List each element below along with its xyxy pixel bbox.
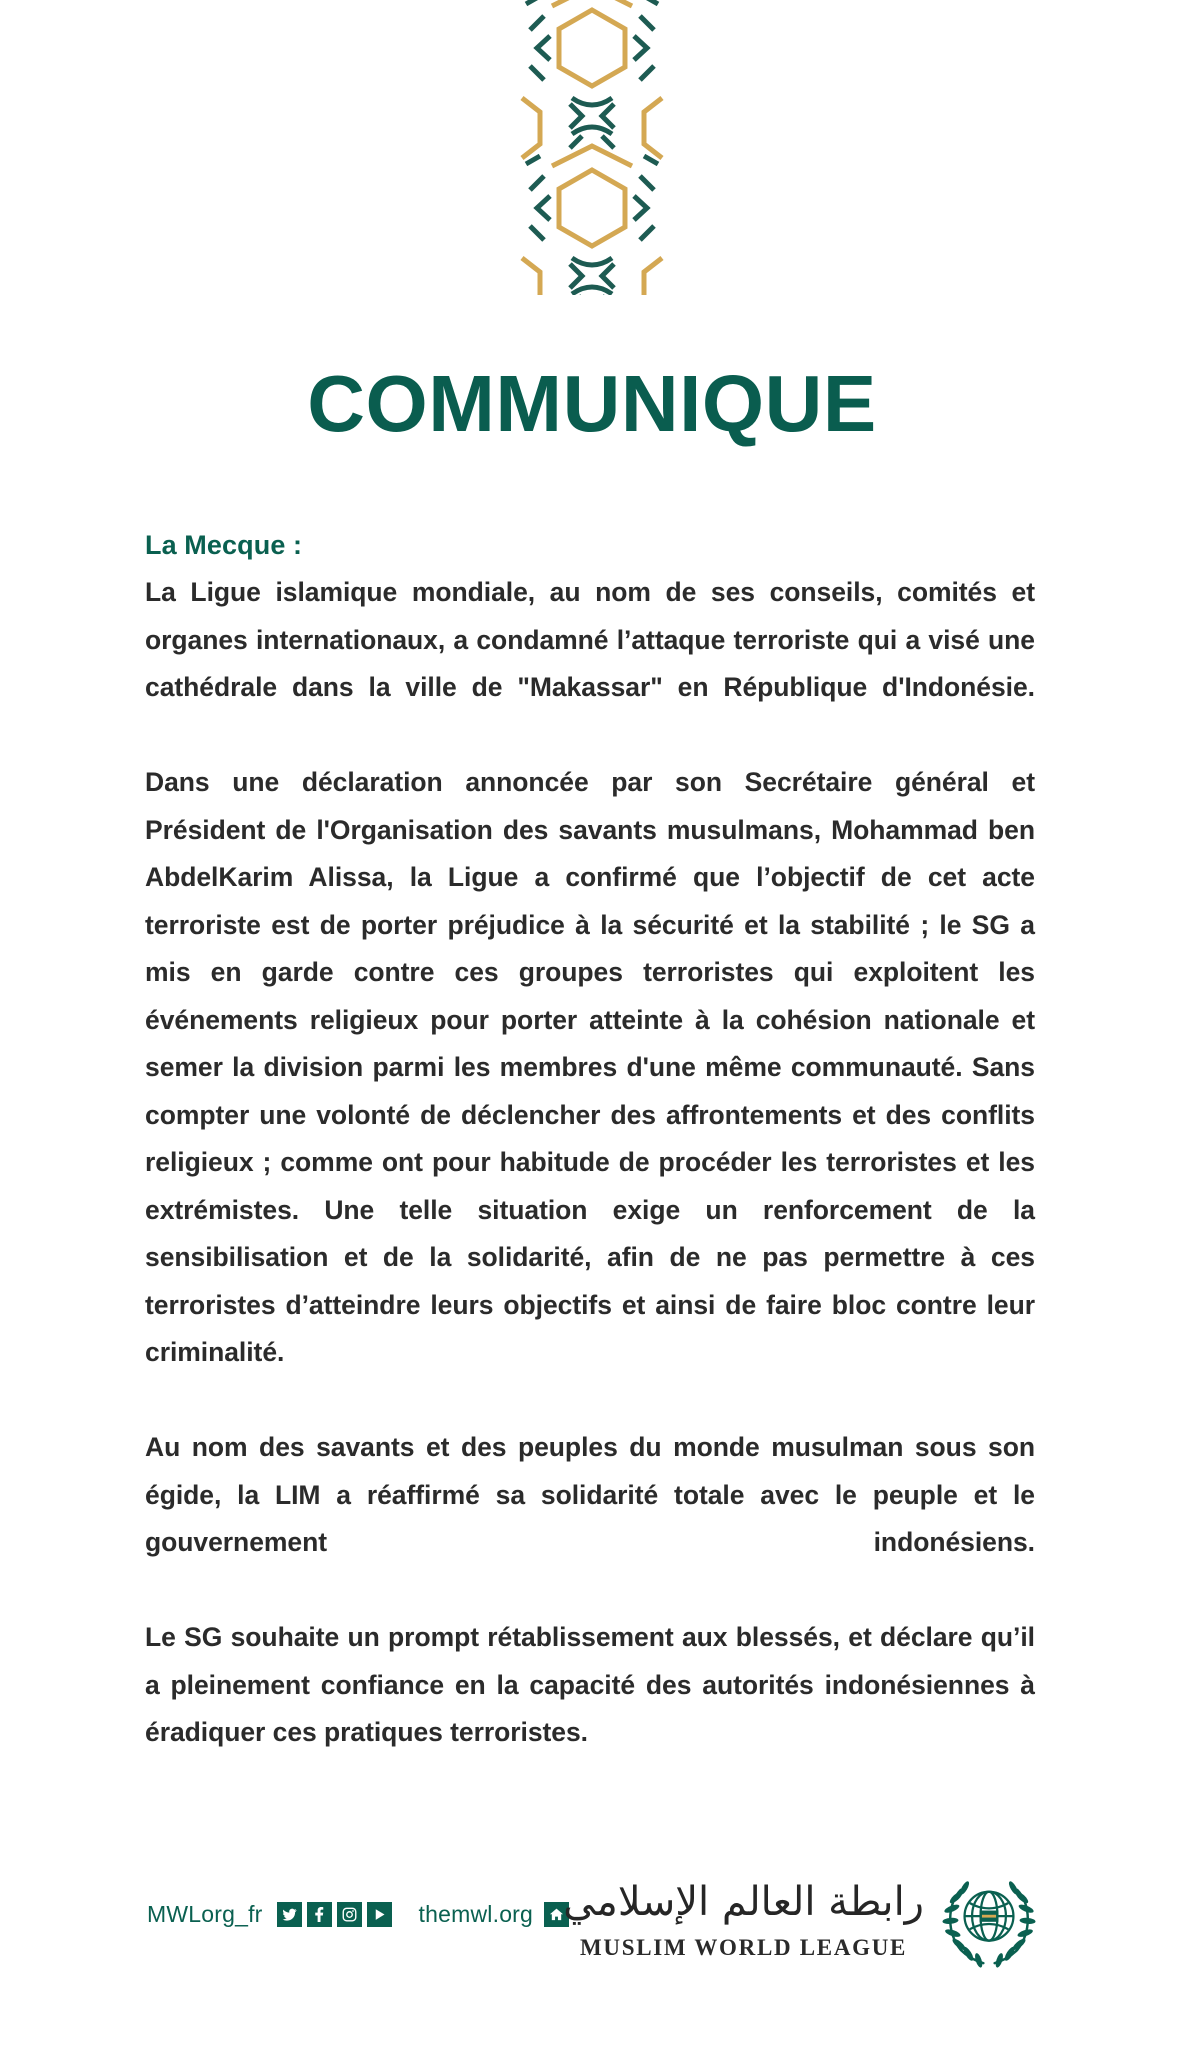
social-row	[147, 1901, 569, 1928]
instagram-icon[interactable]	[337, 1902, 362, 1927]
social-handle: MWLorg_fr	[147, 1901, 263, 1927]
logo-latin-text: MUSLIM WORLD LEAGUE	[580, 1935, 908, 1960]
dateline: La Mecque :	[145, 530, 303, 560]
footer	[0, 1855, 1184, 2015]
youtube-icon[interactable]	[367, 1902, 392, 1927]
twitter-icon[interactable]	[277, 1902, 302, 1927]
page-title: COMMUNIQUE	[307, 358, 877, 448]
facebook-icon[interactable]	[307, 1902, 332, 1927]
article-body	[145, 530, 1035, 1757]
logo-wordmark	[563, 1877, 924, 1961]
article-paragraph: Dans une déclaration annoncée par son Secrétaire général et Président de l'Organisation des savants musulmans, Mohammad ben AbdelKarim Alissa, la Ligue a confirmé que l’objectif de cet acte terroriste est de porter préjudice à la sécurité et la stabilité ; le SG a mis en garde contre ces groupes terroristes qui exploitent les événements religieux pour porter atteinte à la cohésion nationale et semer la division parmi les membres d'une même communauté. Sans compter une volonté de déclencher des affrontements et des conflits religieux ; comme ont pour habitude de procéder les terroristes et les extrémistes. Une telle situation exige un renforcement de la sensibilisation et de la solidarité, afin de ne pas permettre à ces terroristes d’atteindre leurs objectifs et ainsi de faire bloc contre leur criminalité.	[145, 767, 1035, 1367]
globe-laurel-emblem-icon	[942, 1869, 1036, 1969]
islamic-geometric-pattern-icon	[492, 0, 692, 295]
ornament-band	[0, 0, 1184, 295]
article-paragraph: Le SG souhaite un prompt rétablissement aux blessés, et déclare qu’il a pleinement confiance en la capacité des autorités indonésiennes à éradiquer ces pratiques terroristes.	[145, 1622, 1035, 1747]
website-url[interactable]: themwl.org	[418, 1901, 534, 1927]
article-paragraph: La Ligue islamique mondiale, au nom de ses conseils, comités et organes internationaux, a condamné l’attaque terroriste qui a visé une cathédrale dans la ville de "Makassar" en République d'Indonésie.	[145, 577, 1035, 702]
logo-arabic-text: رابطة العالم الإسلامي	[563, 1879, 924, 1925]
article-paragraph: Au nom des savants et des peuples du monde musulman sous son égide, la LIM a réaffirmé sa solidarité totale avec le peuple et le gouvernement indonésiens.	[145, 1432, 1035, 1557]
mwl-logo	[563, 1869, 1036, 1969]
